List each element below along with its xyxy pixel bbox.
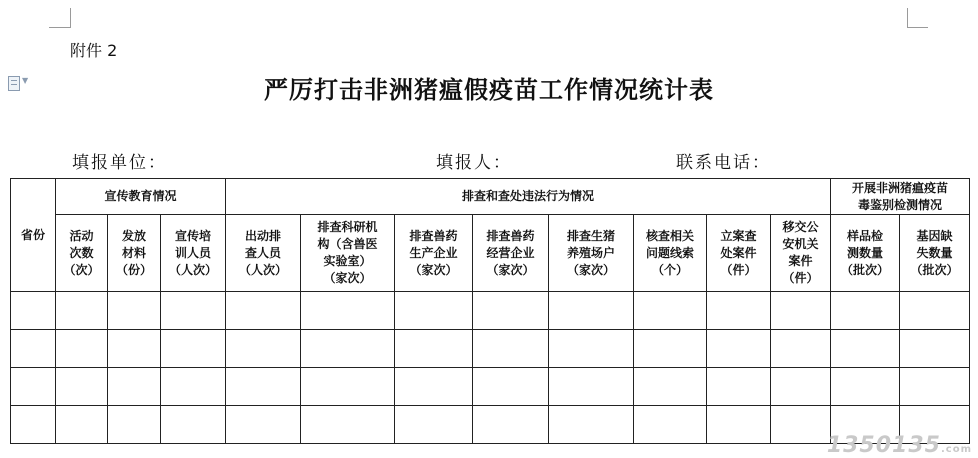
table-cell[interactable] xyxy=(108,368,161,406)
attachment-label: 附件 2 xyxy=(70,41,118,60)
page-title: 严厉打击非洲猪瘟假疫苗工作情况统计表 xyxy=(264,76,714,104)
fill-phone-label: 联系电话： xyxy=(676,153,771,173)
table-cell[interactable] xyxy=(301,330,395,368)
group-header-row xyxy=(11,179,970,215)
table-cell[interactable] xyxy=(395,292,473,330)
table-cell[interactable] xyxy=(301,292,395,330)
table-cell[interactable] xyxy=(473,330,549,368)
table-cell[interactable] xyxy=(831,368,900,406)
table-cell[interactable] xyxy=(473,368,549,406)
table-row xyxy=(11,406,970,444)
table-cell[interactable] xyxy=(301,406,395,444)
table-cell[interactable] xyxy=(771,368,831,406)
watermark: 1350135.com xyxy=(826,433,972,458)
table-cell[interactable] xyxy=(161,330,226,368)
column-header-11: 移交公 安机关 案件 （件） xyxy=(771,215,831,292)
group-header-investigation: 排查和查处违法行为情况 xyxy=(226,179,831,215)
table-cell[interactable] xyxy=(634,292,707,330)
province-header: 省份 xyxy=(11,179,56,292)
table-cell[interactable] xyxy=(707,368,771,406)
group-header-testing: 开展非洲猪瘟疫苗 毒鉴别检测情况 xyxy=(831,179,970,215)
table-cell[interactable] xyxy=(395,330,473,368)
column-header-12: 样品检 测数量 （批次） xyxy=(831,215,900,292)
table-cell[interactable] xyxy=(226,406,301,444)
table-cell[interactable] xyxy=(161,406,226,444)
table-cell[interactable] xyxy=(11,406,56,444)
table-cell[interactable] xyxy=(549,330,634,368)
table-cell[interactable] xyxy=(549,406,634,444)
table-cell[interactable] xyxy=(707,292,771,330)
table-cell[interactable] xyxy=(226,330,301,368)
column-header-5: 排查科研机 构（含兽医 实验室） （家次） xyxy=(301,215,395,292)
fill-unit-label: 填报单位： xyxy=(72,153,167,173)
document-options-icon[interactable]: ▼ xyxy=(8,76,30,92)
table-cell[interactable] xyxy=(56,292,108,330)
table-cell[interactable] xyxy=(11,330,56,368)
column-header-3: 宣传培 训人员 （人次） xyxy=(161,215,226,292)
table-cell[interactable] xyxy=(634,330,707,368)
page-corner-mark-top-right-h xyxy=(907,27,928,28)
table-cell[interactable] xyxy=(301,368,395,406)
table-cell[interactable] xyxy=(11,292,56,330)
column-header-4: 出动排 查人员 （人次） xyxy=(226,215,301,292)
table-cell[interactable] xyxy=(395,368,473,406)
table-cell[interactable] xyxy=(900,330,970,368)
group-header-publicity: 宣传教育情况 xyxy=(56,179,226,215)
table-cell[interactable] xyxy=(707,406,771,444)
table-cell[interactable] xyxy=(831,330,900,368)
table-cell[interactable] xyxy=(900,292,970,330)
table-cell[interactable] xyxy=(771,406,831,444)
table-cell[interactable] xyxy=(900,368,970,406)
table-cell[interactable] xyxy=(161,368,226,406)
table-cell[interactable] xyxy=(549,292,634,330)
table-cell[interactable] xyxy=(771,292,831,330)
column-header-2: 发放 材料 （份） xyxy=(108,215,161,292)
table-cell[interactable] xyxy=(831,292,900,330)
table-cell[interactable] xyxy=(634,368,707,406)
column-header-row xyxy=(11,215,970,292)
table-row xyxy=(11,292,970,330)
table-cell[interactable] xyxy=(226,292,301,330)
fill-person-label: 填报人： xyxy=(436,153,512,173)
table-cell[interactable] xyxy=(56,368,108,406)
page-corner-mark-top-right xyxy=(907,8,908,28)
page-corner-mark-top-left xyxy=(70,8,71,28)
table-cell[interactable] xyxy=(108,406,161,444)
table-cell[interactable] xyxy=(473,406,549,444)
column-header-7: 排查兽药 经营企业 （家次） xyxy=(473,215,549,292)
page-corner-mark-top-left-h xyxy=(49,27,70,28)
table-cell[interactable] xyxy=(634,406,707,444)
table-cell[interactable] xyxy=(11,368,56,406)
table-cell[interactable] xyxy=(161,292,226,330)
column-header-1: 活动 次数 （次） xyxy=(56,215,108,292)
table-cell[interactable] xyxy=(395,406,473,444)
column-header-6: 排查兽药 生产企业 （家次） xyxy=(395,215,473,292)
table-cell[interactable] xyxy=(56,330,108,368)
table-cell[interactable] xyxy=(771,330,831,368)
table-cell[interactable] xyxy=(226,368,301,406)
table-cell[interactable] xyxy=(108,330,161,368)
table-cell[interactable] xyxy=(549,368,634,406)
table-cell[interactable] xyxy=(473,292,549,330)
table-cell[interactable] xyxy=(108,292,161,330)
statistics-table xyxy=(10,178,970,444)
table-cell[interactable] xyxy=(707,330,771,368)
table-row xyxy=(11,368,970,406)
table-cell[interactable] xyxy=(56,406,108,444)
column-header-9: 核查相关 问题线索 （个） xyxy=(634,215,707,292)
column-header-13: 基因缺 失数量 （批次） xyxy=(900,215,970,292)
column-header-10: 立案查 处案件 （件） xyxy=(707,215,771,292)
column-header-8: 排查生猪 养殖场户 （家次） xyxy=(549,215,634,292)
table-row xyxy=(11,330,970,368)
